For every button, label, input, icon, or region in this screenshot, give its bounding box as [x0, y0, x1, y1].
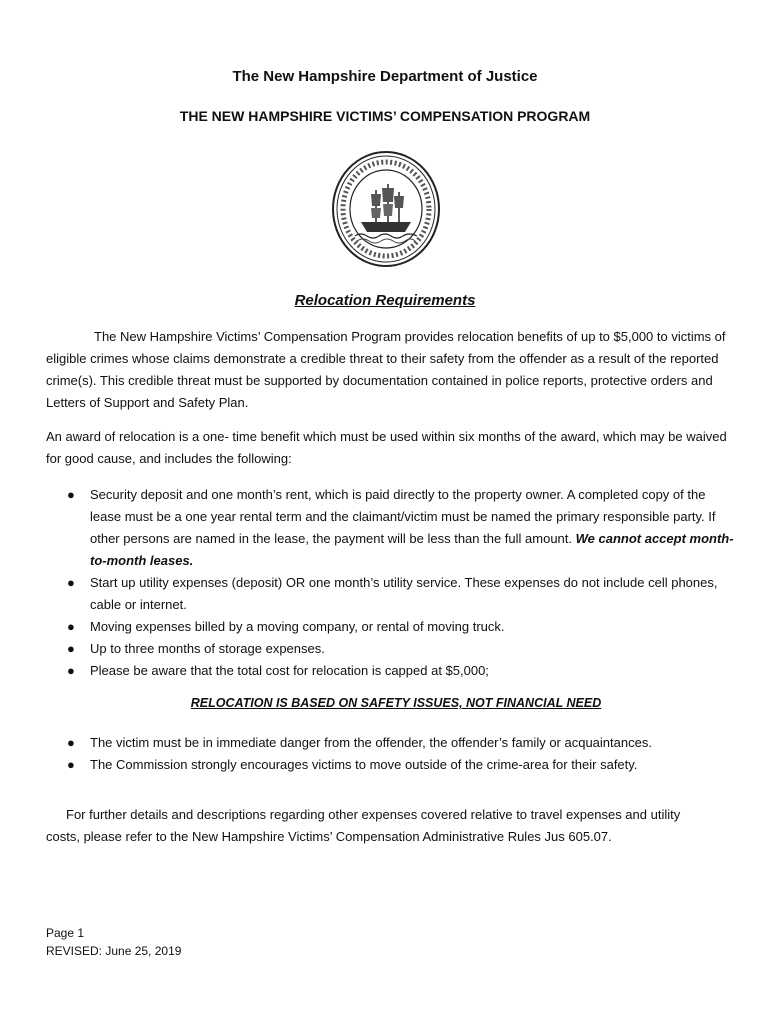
bullet-icon: ●: [67, 735, 75, 750]
list-item: [46, 732, 736, 754]
state-seal-icon: [331, 150, 441, 268]
list-item-text: Security deposit and one month’s rent, which is paid directly to the property owner. A completed copy of the lease must be a one year rental term and the claimant/victim must be named the primary responsible party. If other persons are named in the lease, the payment will be less than the full amount.: [90, 487, 716, 546]
conditions-list: [46, 732, 736, 776]
list-item: [46, 754, 736, 776]
award-paragraph: An award of relocation is a one- time benefit which must be used within six months of the award, which may be waived for good cause, and includes the following:: [46, 429, 727, 466]
bullet-icon: ●: [67, 663, 75, 678]
list-item-text: Moving expenses billed by a moving company, or rental of moving truck.: [90, 619, 505, 634]
list-item-emphasis: We cannot accept month-to-month leases.: [90, 531, 734, 568]
revision-date: REVISED: June 25, 2019: [46, 944, 182, 958]
intro-paragraph: The New Hampshire Victims’ Compensation Program provides relocation benefits of up to $5,000 to victims of eligible crimes whose claims demonstrate a credible threat to their safety from the offender as a result of the reported crime(s). This credible threat must be supported by documentation contained in police reports, protective orders and Letters of Support and Safety Plan.: [46, 329, 726, 410]
page-footer: [46, 924, 181, 960]
list-item-text: Start up utility expenses (deposit) OR one month’s utility service. These expenses do not include cell phones, cable or internet.: [90, 575, 718, 612]
list-item-text: Up to three months of storage expenses.: [90, 641, 325, 656]
bullet-icon: ●: [67, 487, 75, 502]
list-item-text: The victim must be in immediate danger from the offender, the offender’s family or acquaintances.: [90, 735, 652, 750]
page-number: Page 1: [46, 926, 85, 940]
safety-notice: RELOCATION IS BASED ON SAFETY ISSUES, NOT FINANCIAL NEED: [190, 696, 602, 710]
program-title: THE NEW HAMPSHIRE VICTIMS’ COMPENSATION PROGRAM: [179, 108, 591, 124]
bullet-icon: ●: [67, 619, 75, 634]
list-item: [46, 572, 736, 616]
bullet-icon: ●: [67, 575, 75, 590]
list-item: [46, 638, 736, 660]
list-item: [46, 660, 736, 682]
list-item: [46, 616, 736, 638]
bullet-icon: ●: [67, 757, 75, 772]
department-title: The New Hampshire Department of Justice: [232, 68, 538, 85]
list-item-text: The Commission strongly encourages victims to move outside of the crime-area for their safety.: [90, 757, 638, 772]
bullet-icon: ●: [67, 641, 75, 656]
benefits-list: [46, 484, 736, 682]
further-details-paragraph: For further details and descriptions regarding other expenses covered relative to travel expenses and utility costs, please refer to the New Hampshire Victims’ Compensation Administrative Rules Jus 605.07.: [46, 807, 681, 844]
list-item-text: Please be aware that the total cost for relocation is capped at $5,000;: [90, 663, 489, 678]
section-title: Relocation Requirements: [294, 292, 476, 309]
list-item: [46, 484, 736, 572]
